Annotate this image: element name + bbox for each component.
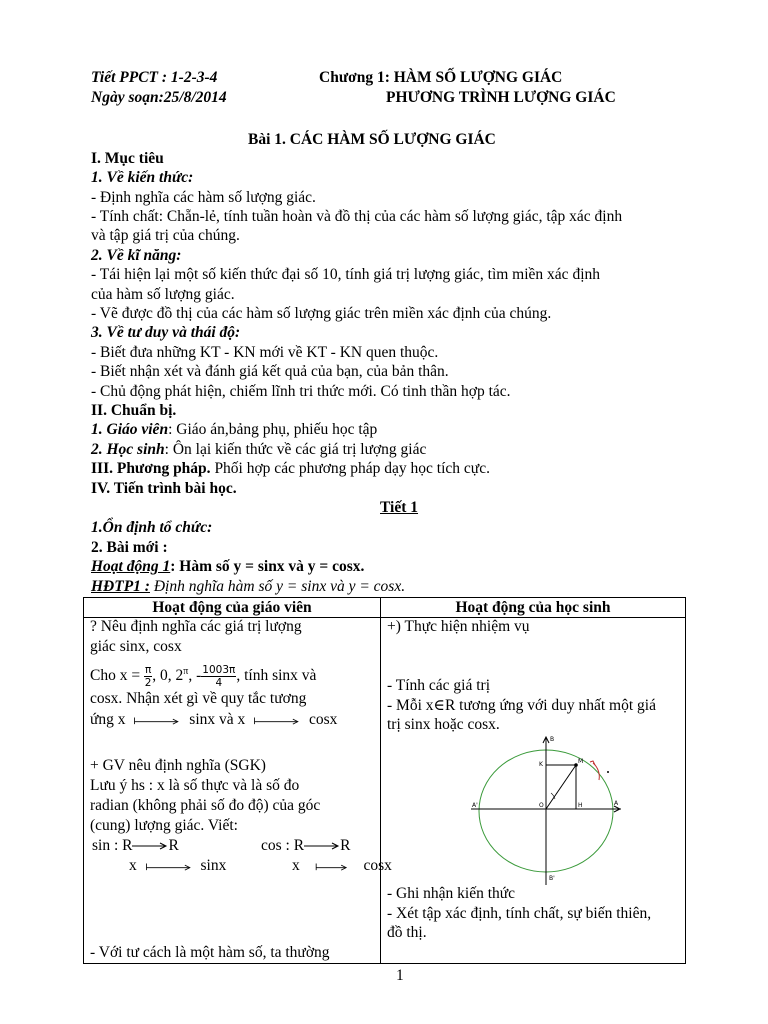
label-B: B <box>550 736 555 743</box>
gv-values: , 0, 2 <box>152 667 184 685</box>
hoc-sinh-line <box>91 440 426 460</box>
ngay-soan: Ngày soạn:25/8/2014 <box>91 89 227 106</box>
gv-line-2: giác sinx, cosx <box>90 638 182 655</box>
label-O: O <box>539 802 544 809</box>
label-A-prime: A' <box>472 802 478 809</box>
gv-minus: , - <box>188 667 202 685</box>
section-muc-tieu: I. Mục tiêu <box>91 150 164 167</box>
gv-line-8: radian (không phải số đo độ) của góc <box>90 797 321 814</box>
activity-table <box>83 597 686 964</box>
hdtp1-line <box>91 577 405 597</box>
giao-vien-label: 1. Giáo viên <box>91 421 169 438</box>
chapter-subtitle: PHƯƠNG TRÌNH LƯỢNG GIÁC <box>386 89 616 106</box>
section-tu-duy: 3. Về tư duy và thái độ: <box>91 324 241 341</box>
hs-line-4: trị sinx hoặc cosx. <box>387 716 500 733</box>
long-arrow-icon <box>132 840 168 852</box>
tiet-ppct: Tiết PPCT : 1-2-3-4 <box>91 69 218 86</box>
hoat-dong-1-line <box>91 557 364 577</box>
pi-symbol: π <box>183 666 189 677</box>
unit-circle-diagram <box>471 735 621 885</box>
sin-map-target: R <box>168 837 179 854</box>
section-ki-nang: 2. Về kĩ năng: <box>91 247 182 264</box>
label-K: K <box>539 761 543 768</box>
kien-thuc-1: - Định nghĩa các hàm số lượng giác. <box>91 189 316 206</box>
chapter-title: Chương 1: HÀM SỐ LƯỢNG GIÁC <box>319 69 563 86</box>
x-variable: x <box>292 857 300 874</box>
hs-line-5: - Ghi nhận kiến thức <box>387 885 516 902</box>
cos-mapping <box>261 837 350 855</box>
long-arrow-icon <box>304 840 340 852</box>
hdtp1-label: HĐTP1 : <box>91 578 150 595</box>
lesson-title: Bài 1. CÁC HÀM SỐ LƯỢNG GIÁC <box>248 131 496 148</box>
section-tien-trinh: IV. Tiến trình bài học. <box>91 480 237 497</box>
cos-element-map <box>292 857 392 875</box>
table-header-row <box>84 598 686 618</box>
fraction-1003pi-over-4: $\frac{1003\pi}{4}$ <box>202 664 236 690</box>
table-row <box>84 618 686 964</box>
ki-nang-1b: của hàm số lượng giác. <box>91 286 235 303</box>
kien-thuc-2a: - Tính chất: Chẵn-lẻ, tính tuần hoàn và đồ thị của các hàm số lượng giác, tập xác định <box>91 208 623 225</box>
hoc-sinh-label: 2. Học sinh <box>91 441 165 458</box>
mapsto-arrow-icon <box>129 715 185 725</box>
gv-sinx: sinx và x <box>189 711 246 728</box>
sin-mapping <box>92 837 179 855</box>
hoat-dong-1-text: : Hàm số y = sinx và y = cosx. <box>170 558 365 575</box>
hoat-dong-1-label: Hoạt động 1 <box>91 558 171 575</box>
label-B-prime: B' <box>549 875 555 882</box>
page-number: 1 <box>396 967 404 984</box>
hs-line-6: - Xét tập xác định, tính chất, sự biến thiên, <box>387 905 652 922</box>
col-header-teacher: Hoạt động của giáo viên <box>84 598 381 618</box>
hs-line-3: - Mỗi x∈R tương ứng với duy nhất một giá <box>387 697 656 714</box>
label-M: M <box>578 758 584 765</box>
kien-thuc-2b: và tập giá trị của chúng. <box>91 227 240 244</box>
tu-duy-1: - Biết đưa những KT - KN mới về KT - KN quen thuộc. <box>91 344 439 361</box>
cos-map-target: R <box>340 837 351 854</box>
gv-line-10: - Với tư cách là một hàm số, ta thường <box>90 944 330 961</box>
gv-cho-x: Cho x = <box>90 667 141 685</box>
student-cell <box>381 618 686 964</box>
hs-line-2: - Tính các giá trị <box>387 677 491 694</box>
gv-line-5 <box>90 711 337 729</box>
label-H: H <box>578 802 583 809</box>
gv-cosx: cosx <box>309 711 338 728</box>
phuong-phap-text: Phối hợp các phương pháp dạy học tích cực. <box>210 460 490 477</box>
gv-line-4: cosx. Nhận xét gì về quy tắc tương <box>90 690 307 707</box>
tu-duy-2: - Biết nhận xét và đánh giá kết quả của bạn, của bản thân. <box>91 363 449 380</box>
gv-ung-x: ứng x <box>90 711 126 728</box>
gv-line-9: (cung) lượng giác. Viết: <box>90 817 238 834</box>
sin-map-label: sin : R <box>92 837 133 854</box>
sin-element-map <box>129 857 226 875</box>
giao-vien-line <box>91 420 377 440</box>
bai-moi: 2. Bài mới : <box>91 539 168 556</box>
giao-vien-text: : Giáo án,bảng phụ, phiếu học tập <box>168 421 378 438</box>
on-dinh: 1.Ổn định tổ chức: <box>91 519 213 536</box>
mapsto-arrow-icon <box>304 861 360 871</box>
col-header-student: Hoạt động của học sinh <box>381 598 686 618</box>
cos-map-label: cos : R <box>261 837 305 854</box>
sinx-value: sinx <box>200 857 227 874</box>
fraction-pi-over-2: $\frac{\pi}{2}$ <box>144 664 152 690</box>
teacher-cell <box>84 618 392 964</box>
hs-line-1: +) Thực hiện nhiệm vụ <box>387 618 530 635</box>
label-A: A <box>614 800 619 807</box>
mapsto-arrow-icon <box>249 715 305 725</box>
gv-line-6: + GV nêu định nghĩa (SGK) <box>90 757 266 774</box>
gv-line-3 <box>90 658 316 690</box>
hoc-sinh-text: : Ôn lại kiến thức về các giá trị lượng giác <box>164 441 427 458</box>
tiet-heading: Tiết 1 <box>380 499 419 516</box>
phuong-phap-line <box>91 459 490 479</box>
phuong-phap-label: III. Phương pháp. <box>91 460 211 477</box>
x-variable: x <box>129 857 137 874</box>
tu-duy-3: - Chủ động phát hiện, chiếm lĩnh tri thức mới. Có tinh thần hợp tác. <box>91 383 511 400</box>
cosx-value: cosx <box>363 857 392 874</box>
section-kien-thuc: 1. Về kiến thức: <box>91 169 194 186</box>
gv-tinh: , tính sinx và <box>236 667 317 685</box>
mapsto-arrow-icon <box>141 861 197 871</box>
ki-nang-2: - Vẽ được đồ thị của các hàm số lượng giác trên miền xác định của chúng. <box>91 305 552 322</box>
gv-line-1: ? Nêu định nghĩa các giá trị lượng <box>90 618 302 635</box>
gv-line-7: Lưu ý hs : x là số thực và là số đo <box>90 777 300 794</box>
hdtp1-text: Định nghĩa hàm số y = sinx và y = cosx. <box>149 578 406 595</box>
section-chuan-bi: II. Chuẩn bị. <box>91 402 177 419</box>
ki-nang-1a: - Tái hiện lại một số kiến thức đại số 10, tính giá trị lượng giác, tìm miền xác định <box>91 266 600 283</box>
hs-line-7: đồ thị. <box>387 924 427 941</box>
